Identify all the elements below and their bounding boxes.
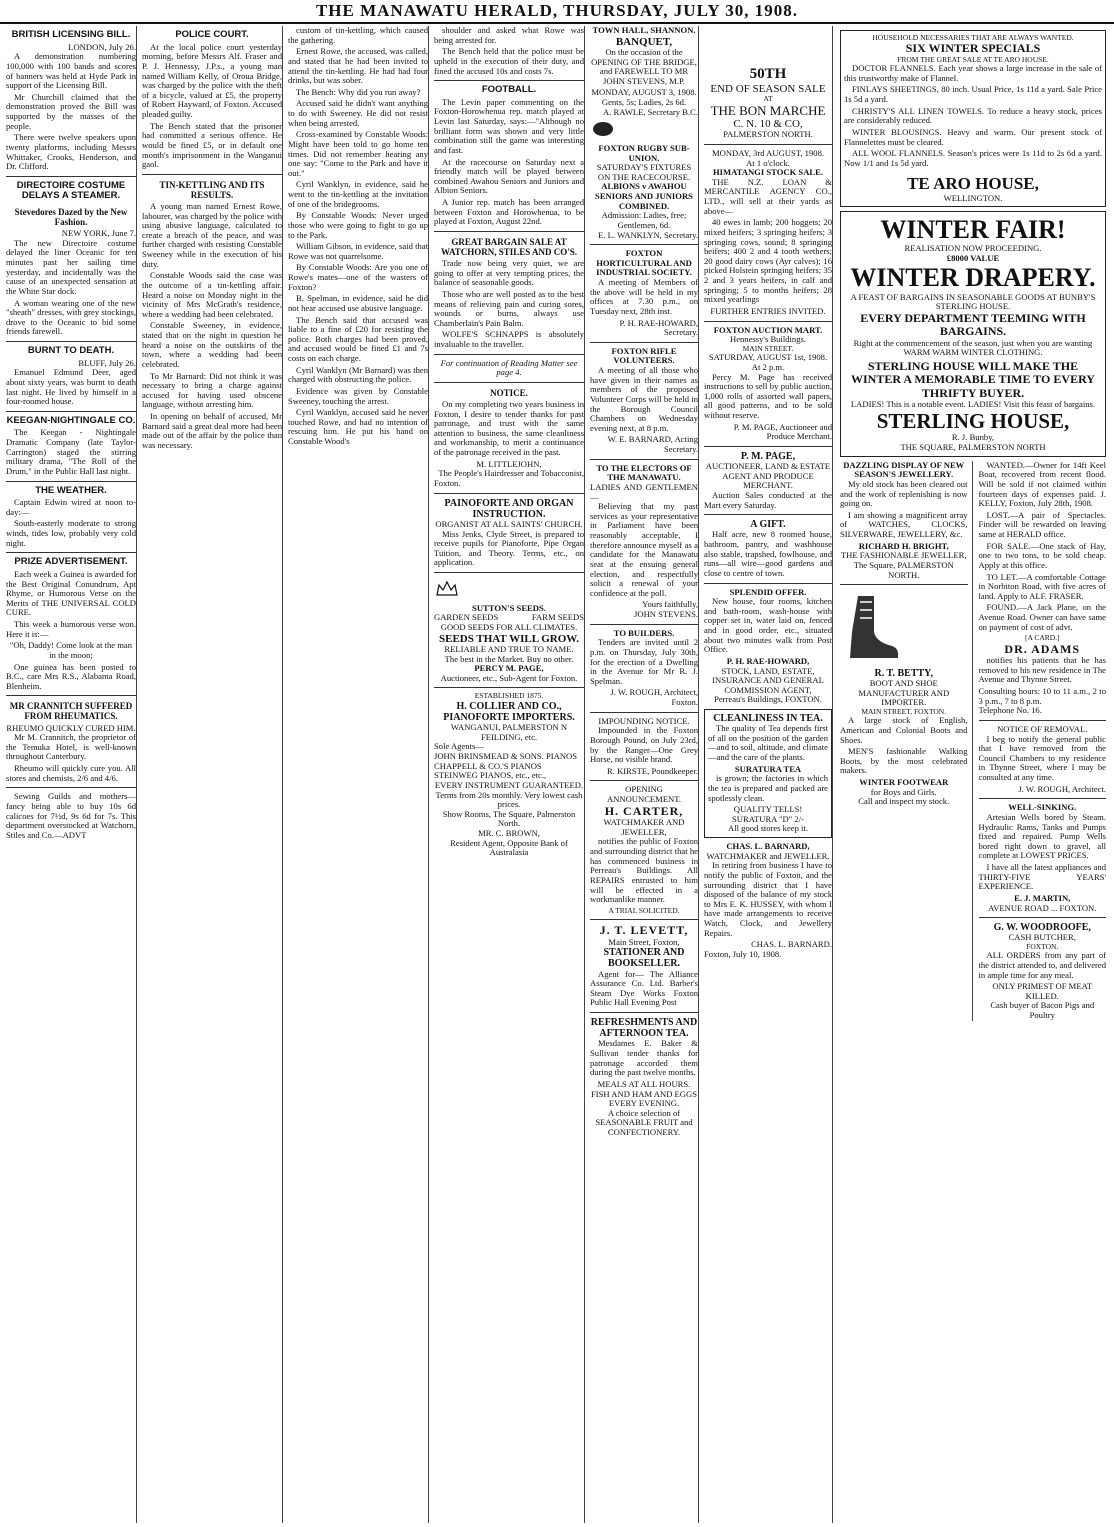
tin-kettling-paragraph: In opening on behalf of accused, Mr Barnard said a great deal more had been made out of the affair by the police than was necessary. xyxy=(142,411,282,450)
balm-paragraph: Those who are well posted as to the best means of relieving pain and curing sores, wounds or burns, always use Chamberlain's Pain Balm. xyxy=(434,288,584,328)
prize-paragraph: This week a humorous verse won. Here it is:— xyxy=(6,619,136,639)
sutton-farm: FARM SEEDS xyxy=(531,612,584,623)
piano-headline: PAINOFORTE AND ORGAN INSTRUCTION. xyxy=(444,497,574,520)
collier-manager-detail: Resident Agent, Opposite Bank of Australasia xyxy=(450,837,568,858)
court-paragraph: Cyril Wanklyn, in evidence, said he went to the tin-kettling at the invitation of one of the bridegrooms. xyxy=(288,179,428,209)
clean-paragraph: The quality of Tea depends first of all on the position of the garden—and to soil, altitude, and climate—and the care of the plants. xyxy=(708,723,828,763)
suratura-price: SURATURA "D" 2/- xyxy=(732,813,804,824)
divider xyxy=(590,342,698,343)
rugby-admission: Admission: Ladies, free; Gentlemen, 6d. xyxy=(601,210,687,230)
divider xyxy=(590,780,698,781)
builders-headline: TO BUILDERS. xyxy=(613,627,675,638)
refreshments-headline: REFRESHMENTS AND AFTERNOON TEA. xyxy=(590,1017,698,1040)
directoire-paragraph: The new Directoire costume delayed the liner Oceanic for ten minutes past her sailing time yesterday, and incidentally was the cause of an unexpected sensation at the White Star dock. xyxy=(6,237,136,296)
banquet-price: Gents, 5s; Ladies, 2s 6d. xyxy=(601,97,687,108)
woodroofe-subhead: CASH BUTCHER, xyxy=(1008,932,1076,943)
column-5 xyxy=(590,26,699,1523)
collier-guarantee: EVERY INSTRUMENT GUARANTEED. xyxy=(434,779,584,790)
bargain-headline: GREAT BARGAIN SALE AT WATCHORN, STILES AND CO'S. xyxy=(440,236,578,257)
keegan-paragraph: The Keegan - Nightingale Dramatic Company (late Taylor-Carrington) staged the stirring military drama, "The Roll of the Drum," in the Public Hall last night. xyxy=(6,427,136,476)
court-paragraph: By Constable Woods: Are you one of Rowe's mates—one of the wasters of Foxton? xyxy=(288,262,428,292)
crannitch-subhead: RHEUMO QUICKLY CURED HIM. xyxy=(6,722,136,733)
sterling-owner: R. J. Bunby, xyxy=(951,432,995,443)
weather-paragraph: South-easterly moderate to strong winds, tides low, probably very cold night. xyxy=(6,518,136,548)
woodroofe-meat: ONLY PRIMEST OF MEAT KILLED. xyxy=(992,981,1093,1001)
divider xyxy=(590,1012,698,1013)
divider xyxy=(6,481,136,482)
licensing-paragraph: Mr Churchill claimed that the demonstration proved the Bill was supported by the masses of the people. xyxy=(6,91,136,131)
court-paragraph: Cyril Wanklyn (Mr Barnard) was then charged with obstructing the police. xyxy=(288,364,428,385)
divider xyxy=(6,176,136,177)
court-paragraph: Evidence was given by Constable Sweeney, touching the arrest. xyxy=(288,385,428,406)
column-3 xyxy=(288,26,429,1523)
page-paragraph: Auction Sales conducted at the Mart every Saturday. xyxy=(704,489,832,510)
betty-name: R. T. BETTY, xyxy=(874,667,933,679)
tin-kettling-paragraph: Constable Woods said the case was the outcome of a tin-kettling affair. Heard a noise on Monday night in the vicinity of Mrs McGrath's residence, where a wedding had been celebrated. xyxy=(142,270,282,319)
divider xyxy=(590,244,698,245)
rifle-headline: FOXTON RIFLE VOLUNTEERS. xyxy=(611,345,677,366)
page-name: P. M. PAGE, xyxy=(740,450,796,462)
fair-every: EVERY DEPARTMENT TEEMING WITH BARGAINS. xyxy=(860,310,1086,339)
licensing-paragraph: There were twelve speakers upon twenty platforms, including Messrs Whittaker, Crooks, Henderson, and Dr. Clifford. xyxy=(6,132,136,172)
clean-headline: CLEANLINESS IN TEA. xyxy=(713,713,823,724)
betty-call: Call and inspect my stock. xyxy=(858,796,950,807)
refreshments-meals: MEALS AT ALL HOURS. xyxy=(597,1078,691,1089)
police-paragraph: The Bench stated that the prisoner had committed a serious offence. He would be fined £5, or in default one month's imprisonment in the Wanganui gaol. xyxy=(142,120,282,170)
bonmarche-anniversary: 50TH xyxy=(749,66,787,82)
divider xyxy=(979,720,1107,721)
horticultural-headline: FOXTON HORTICULTURAL AND INDUSTRIAL SOCIETY. xyxy=(596,248,692,278)
collier-agent-item: STEINWEG PIANOS, etc., etc., xyxy=(434,770,547,781)
collier-agent-item: CHAPPELL & CO.'S PIANOS xyxy=(434,760,542,771)
woodroofe-town: FOXTON. xyxy=(1026,941,1059,951)
winter-fair-ad xyxy=(840,211,1106,457)
mart-signature: P. M. PAGE, Auctioneer and Produce Merchant. xyxy=(733,421,832,442)
divider xyxy=(704,514,832,515)
fair-feast: A FEAST OF BARGAINS IN SEASONABLE GOODS AT BUNBY'S STERLING HOUSE. xyxy=(850,291,1096,312)
sutton-agent-detail: Auctioneer, etc., Sub-Agent for Foxton. xyxy=(440,672,578,683)
royal-crest-icon xyxy=(434,579,460,599)
column-1 xyxy=(6,26,137,1523)
tolet-ad: TO LET.—A comfortable Cottage in Norbiton Road, with five acres of land. Apply to ALF. FRASER. xyxy=(978,571,1106,601)
column-7 xyxy=(840,26,1106,1523)
removal-signature: J. W. ROUGH, Architect. xyxy=(1018,783,1106,794)
adams-name: DR. ADAMS xyxy=(1004,641,1081,656)
sutton-agent: PERCY M. PAGE, xyxy=(474,663,544,674)
sterling-name: STERLING HOUSE, xyxy=(876,408,1070,433)
sutton-line: GOOD SEEDS FOR ALL CLIMATES. xyxy=(440,621,578,632)
woodroofe-name: G. W. WOODROOFE, xyxy=(993,922,1091,934)
martin-address: AVENUE ROAD ... FOXTON. xyxy=(988,902,1097,913)
woodroofe-paragraph: ALL ORDERS from any part of the district attended to, and delivered in ample time for any meal. xyxy=(978,950,1106,980)
fair-drapery: WINTER DRAPERY. xyxy=(850,263,1096,293)
stock-headline: HIMATANGI STOCK SALE. xyxy=(712,167,824,178)
collier-established: ESTABLISHED 1875. xyxy=(474,691,544,701)
prize-paragraph: Each week a Guinea is awarded for the Best Original Conundrum, Apt Rhyme, or Humorous Verse on the Merits of THE UNIVERSAL COLD CURE. xyxy=(6,568,136,618)
betty-winter-sub: for Boys and Girls. xyxy=(870,786,937,797)
electors-signoff: Yours faithfully, xyxy=(642,599,698,610)
court-paragraph: The Bench held that the police must be upheld in the execution of their duty, and fined the accused 10s and costs 7s. xyxy=(434,46,584,76)
suratura-stores: All good stores keep it. xyxy=(728,823,808,834)
adams-hours: Consulting hours: 10 to 11 a.m., 2 to 3 p.m., 7 to 8 p.m. xyxy=(978,686,1106,706)
barnard-signature: CHAS. L. BARNARD. xyxy=(751,939,832,950)
well-paragraph: Artesian Wells bored by Steam. Hydraulic Rams, Tanks and Pumps fixed and repaired. Pump Wells bored right down to gravel, all complete at LOWEST PRICES. xyxy=(978,811,1106,861)
card-label: [A CARD.] xyxy=(1024,633,1060,643)
bonmarche-company: C. N. 10 & CO, xyxy=(733,118,803,131)
suratura-paragraph: is grown; the factories in which the tea is prepared and packed are spotlessly clean. xyxy=(708,773,828,803)
splendid-paragraph: New house, four rooms, kitchen and bath-room, wash-house with copper set in, water laid on, fenced and in good order, etc., situated about two minutes walk from Post Office. xyxy=(704,596,832,655)
horticultural-signature: P. H. RAE-HOWARD, Secretary. xyxy=(619,317,698,338)
court-paragraph: Accused said he didn't want anything to do with Sweeney. He did not resist when being arrested. xyxy=(288,98,428,128)
piano-subhead: ORGANIST AT ALL SAINTS' CHURCH. xyxy=(435,518,583,529)
wanted-ad: WANTED.—Owner for 14ft Keel Boat, recovered from recent flood. Will be sold if not claimed within fourteen days of expenses paid. J. KELLY, Foxton, July 28th, 1908. xyxy=(978,459,1106,509)
te-aro-item: ALL WOOL FLANNELS. Season's prices were 1s 11d to 2s 6d a yard. Now 1/1 and 1s 5d yard. xyxy=(844,148,1102,168)
banquet-paragraph: On the occasion of the OPENING OF THE BRIDGE, and FAREWELL TO MR JOHN STEVENS, M.P. xyxy=(591,46,697,86)
directoire-dateline: NEW YORK, June 7. xyxy=(61,228,136,239)
divider xyxy=(434,382,584,383)
impound-headline: IMPOUNDING NOTICE. xyxy=(598,715,690,726)
licensing-paragraph: A demonstration numbering 100,000 with 100 bands and scores of banners was held at Hyde Park in support of the Licensing Bill. xyxy=(6,51,136,91)
tin-kettling-paragraph: Constable Sweeney, in evidence, stated that on the night in question he heard a noise on the outskirts of the town, where a wedding had been celebrated. xyxy=(142,320,282,369)
football-paragraph: A Junior rep. match has been arranged between Foxton and Horowhenua, to be played at Foxton, August 22nd. xyxy=(434,197,584,227)
te-aro-item: WINTER BLOUSINGS. Heavy and warm. Our present stock of Flannelettes must be cleared. xyxy=(844,126,1102,147)
court-paragraph: Cyril Wanklyn, accused said he never touched Rowe, and had no intention of rescuing him. He put his hand on Constable Wood's xyxy=(288,407,428,446)
prize-signoff: One guinea has been posted to B.C., care Mrs R.S., Alabama Road, Blenheim. xyxy=(6,661,136,691)
divider xyxy=(979,917,1107,918)
column-6 xyxy=(704,26,833,1523)
gift-headline: A GIFT. xyxy=(750,519,786,531)
licensing-dateline: LONDON, July 26. xyxy=(68,41,136,52)
adams-paragraph: notifies his patients that he has removed to his new residence in The Avenue and Thynne Street. xyxy=(978,655,1106,685)
divider xyxy=(6,787,136,788)
collier-rooms: Show Rooms, The Square, Palmerston North. xyxy=(442,808,576,829)
masthead: THE MANAWATU HERALD, THURSDAY, JULY 30, 1908. xyxy=(0,0,1114,24)
raehoward-name: P. H. RAE-HOWARD, xyxy=(726,655,810,666)
impound-signature: R. KIRSTE, Poundkeeper. xyxy=(607,765,698,776)
bargain-paragraph: Trade now being very quiet, we are going to offer at very tempting prices, the balance of seasonable goods. xyxy=(434,258,584,288)
prize-verse: "Oh, Daddy! Come look at the man in the moon; xyxy=(9,640,133,660)
directoire-paragraph: A woman wearing one of the new "sheath" dresses, with grey stockings, drove to the Oceanic to bid some friends farewell. xyxy=(6,297,136,337)
suratura-headline: SURATURA TEA xyxy=(734,763,802,774)
notice-headline: NOTICE. xyxy=(490,387,528,398)
stock-entries: FURTHER ENTRIES INVITED. xyxy=(710,305,826,316)
notice-signature: The People's Hairdresser and Tobacconist, xyxy=(438,468,584,479)
divider xyxy=(590,459,698,460)
rugby-subhead: SATURDAY'S FIXTURES ON THE RACECOURSE. xyxy=(596,162,692,182)
court-paragraph: The Bench said that accused was liable to a fine of £20 for resisting the police. Both charges had been proved, and accused would be fined £1 and 7s costs on each charge. xyxy=(288,314,428,363)
collier-towns: WANGANUI, PALMERSTON N FEILDING, etc. xyxy=(450,722,568,742)
notice-paragraph: On my completing two years business in Foxton, I desire to tender thanks for past patronage, and trust with the same attention to business, the same cleanliness and workmanship, to merit a continuance of the patronage received in the past. xyxy=(434,398,584,458)
mart-date: SATURDAY, AUGUST 1st, 1908. xyxy=(708,352,828,363)
fair-subhead: REALISATION NOW PROCEEDING. xyxy=(904,243,1042,254)
martin-name: E. J. MARTIN, xyxy=(1014,892,1071,903)
impound-paragraph: Impounded in the Foxton Borough Pound, on July 23rd, by the Ranger—One Grey Horse, no visible brand. xyxy=(590,725,698,765)
refreshments-paragraph: Mesdames E. Baker & Sullivan tender thanks for patronage accorded them during the past twelve months. xyxy=(590,1038,698,1078)
bright-name: RICHARD H. BRIGHT, xyxy=(858,540,949,551)
te-aro-six: SIX WINTER SPECIALS xyxy=(905,41,1041,56)
electors-greeting: LADIES AND GENTLEMEN— xyxy=(590,481,698,502)
divider xyxy=(6,411,136,412)
te-aro-name: TE ARO HOUSE, xyxy=(907,174,1039,194)
fair-value: £8000 VALUE xyxy=(946,252,1000,263)
carter-name: H. CARTER, xyxy=(604,803,684,818)
electors-paragraph: Believing that my past services as your representative in Parliament have been reasonably acceptable, I therefore announce myself as a candidate for the Manawatu seat at the ensuing general election, and respectfully solicit a renewal of your confidence at the poll. xyxy=(590,501,698,598)
betty-street: MAIN STREET, FOXTON. xyxy=(861,706,947,716)
burnt-headline: BURNT TO DEATH. xyxy=(27,345,115,357)
sutton-line: The best in the Market. Buy no other. xyxy=(444,653,574,664)
barnard-subhead: WATCHMAKER and JEWELLER. xyxy=(706,850,830,861)
found-ad: FOUND.—A Jack Plane, on the Avenue Road. Owner can have same on payment of cost of advt. xyxy=(978,602,1106,632)
removal-headline: NOTICE OF REMOVAL. xyxy=(997,723,1088,734)
lower-right-ads xyxy=(979,461,1107,1021)
bright-dazzle: DAZZLING DISPLAY OF NEW SEASON'S JEWELLERY. xyxy=(843,459,965,480)
court-paragraph: custom of tin-kettling, which caused the gathering. xyxy=(288,26,428,45)
divider xyxy=(979,798,1107,799)
directoire-subhead: Stevedores Dazed by the New Fashion. xyxy=(14,207,128,228)
divider xyxy=(142,174,282,175)
mart-time: At 2 p.m. xyxy=(751,361,785,372)
rugby-headline: FOXTON RUGBY SUB-UNION. xyxy=(598,142,690,163)
banquet-signature: A. RAWLE, Secretary B.C. xyxy=(602,106,698,117)
rugby-signature: E. L. WANKLYN, Secretary. xyxy=(598,229,698,240)
collier-manager: MR. C. BROWN, xyxy=(478,828,540,839)
sale-ad: FOR SALE.—One stack of Hay, one to two tons, to be sold cheap. Apply at this office. xyxy=(978,540,1106,570)
te-aro-top: HOUSEHOLD NECESSARIES THAT ARE ALWAYS WANTED. xyxy=(872,33,1074,42)
raehoward-address: Perreau's Buildings, FOXTON. xyxy=(714,694,822,705)
sewing-paragraph: Sewing Guilds and mothers—fancy being able to buy 10s 6d calicoes for 7½d, 9s 6d for 7s. This department overstocked at Watchorn, Stiles and Co.—ADVT xyxy=(6,791,136,840)
bright-show: I am showing a magnificent array of WATCHES, CLOCKS, SILVERWARE, JEWELLERY, &c. xyxy=(840,509,968,540)
weather-paragraph: Captain Edwin wired at noon to-day:— xyxy=(6,497,136,517)
woodroofe-cash: Cash buyer of Bacon Pigs and Poultry xyxy=(990,1000,1095,1021)
splendid-headline: SPLENDID OFFER. xyxy=(729,586,807,597)
football-paragraph: The Levin paper commenting on the Foxton-Horowhenua rep. match played at Levin last Saturday, says:—"Although no brilliant form was shown and very little combination still the game was interesting and fast. xyxy=(434,96,584,155)
column-4 xyxy=(434,26,585,1523)
weather-headline: THE WEATHER. xyxy=(35,484,107,496)
fair-paragraph: Right at the commencement of the season, just when you are wanting WARM WARM WINTER CLOTHING. xyxy=(853,337,1093,358)
divider xyxy=(6,552,136,553)
prize-headline: PRIZE ADVERTISEMENT. xyxy=(14,556,128,568)
rifle-paragraph: A meeting of all those who have given in their names as members of the proposed Volunteer Corps will be held in the Borough Council Chambers on Wednesday evening next, at 8 p.m. xyxy=(590,365,698,433)
keegan-headline: KEEGAN-NIGHTINGALE CO. xyxy=(6,414,136,426)
banquet-title: BANQUET, xyxy=(615,35,673,48)
boot-icon xyxy=(840,592,900,662)
horticultural-paragraph: A meeting of Members of the above will be held in my offices at 7.30 p.m., on Tuesday next, 28th inst. xyxy=(590,277,698,316)
removal-paragraph: I beg to notify the general public that I have removed from the Council Chambers to my residence in Thynne Street, where I may be consulted at any time. xyxy=(978,733,1106,782)
divider xyxy=(590,624,698,625)
court-paragraph: B. Spelman, in evidence, said he did not hear accused use abusive language. xyxy=(288,293,428,313)
licensing-headline: BRITISH LICENSING BILL. xyxy=(11,29,131,40)
levett-trade: STATIONER AND BOOKSELLER. xyxy=(603,947,685,970)
sterling-address: THE SQUARE, PALMERSTON NORTH xyxy=(900,442,1046,453)
lost-ad: LOST.—A pair of Spectacles. Finder will be rewarded on leaving same at HERALD office. xyxy=(978,509,1106,540)
bright-paragraph: My old stock has been cleared out and the work of replenishing is now going on. xyxy=(840,478,968,509)
continuation-note: For continuation of Reading Matter see page 4. xyxy=(440,357,578,378)
divider xyxy=(704,446,832,447)
electors-signature: JOHN STEVENS. xyxy=(634,609,698,620)
raehoward-subhead: STOCK, LAND, ESTATE, INSURANCE AND GENERAL COMMISSION AGENT, xyxy=(712,665,824,695)
te-aro-town: WELLINGTON. xyxy=(943,192,1003,203)
sutton-line: SEEDS THAT WILL GROW. xyxy=(438,632,579,645)
electors-headline: TO THE ELECTORS OF THE MANAWATU. xyxy=(596,462,692,483)
police-headline: POLICE COURT. xyxy=(175,29,249,40)
suratura-quality: QUALITY TELLS! xyxy=(733,804,803,815)
stock-time: At 1 o'clock. xyxy=(746,157,790,168)
divider xyxy=(434,231,584,232)
mart-street: MAIN STREET. xyxy=(742,343,794,353)
bonmarche-town: PALMERSTON NORTH. xyxy=(723,129,813,140)
divider xyxy=(434,687,584,688)
divider xyxy=(434,80,584,81)
fair-sterling: STERLING HOUSE WILL MAKE THE WINTER A MEMORABLE TIME TO EVERY THRIFTY BUYER. xyxy=(851,358,1095,400)
stock-date: MONDAY, 3rd AUGUST, 1908. xyxy=(711,147,825,158)
tin-kettling-paragraph: To Mr Barnard: Did not think it was necessary to bring a charge against accused for having used obscene language, without arresting him. xyxy=(142,370,282,410)
tin-kettling-paragraph: A young man named Ernest Rowe, labourer, was charged by the police with using abusive language, calculated to create a breach of the peace, and was further charged with resisting Constable Sweeney while in the execution of his duty. xyxy=(142,200,282,269)
directoire-headline: DIRECTOIRE COSTUME DELAYS A STEAMER. xyxy=(16,179,126,202)
divider xyxy=(434,493,584,494)
bonmarche-at: AT xyxy=(763,94,773,104)
divider xyxy=(434,354,584,355)
notice-signature: M. LITTLEJOHN, xyxy=(476,458,542,469)
police-paragraph: At the local police court yesterday morning, before Messrs Alf. Fraser and P. J. Hennessy, J.P.s., a young man named William Kelly, of Oroua Bridge, was charged by the police with the theft of a bicycle, valued at £5, the property of Robert Hayward, of Foxton. Accused pleaded guilty. xyxy=(142,41,282,119)
divider xyxy=(704,321,832,322)
notice-signature: Foxton. xyxy=(434,477,461,488)
rifle-signature: W. E. BARNARD, Acting Secretary. xyxy=(607,434,698,455)
divider xyxy=(6,695,136,696)
refreshments-fruit: A choice selection of SEASONABLE FRUIT and CONFECTIONERY. xyxy=(595,1107,693,1138)
betty-subhead: BOOT AND SHOE MANUFACTURER AND IMPORTER. xyxy=(858,677,950,708)
court-paragraph: shoulder and asked what Rowe was being arrested for. xyxy=(434,26,584,45)
court-paragraph: By Constable Woods: Never urged those who were going to fight to go up to the Park. xyxy=(288,210,428,240)
divider xyxy=(6,341,136,342)
te-aro-item: DOCTOR FLANNELS. Each year shows a large increase in the sale of this trustworthy make of Flannel. xyxy=(844,63,1102,83)
te-aro-item: CHRISTY'S ALL LINEN TOWELS. To reduce a heavy stock, prices are considerably reduced. xyxy=(844,105,1102,126)
collier-terms: Terms from 20s monthly. Very lowest cash prices. xyxy=(435,789,583,810)
te-aro-item: FINLAYS SHEETINGS, 80 inch. Usual Price, 1s 11d a yard. Sale Price 1s 5d a yard. xyxy=(844,84,1102,105)
football-paragraph: At the racecourse on Saturday next a friendly match will be played between combined Awahou Seniors and Juniors and Albion Seniors. xyxy=(434,156,584,196)
bright-subhead: THE FASHIONABLE JEWELLER, xyxy=(840,550,967,561)
lower-left-ads xyxy=(840,461,973,1021)
spacer xyxy=(704,26,832,66)
sutton-garden: GARDEN SEEDS xyxy=(434,612,499,623)
burnt-dateline: BLUFF, July 26. xyxy=(78,357,136,368)
fair-headline: WINTER FAIR! xyxy=(880,215,1066,245)
betty-winter: WINTER FOOTWEAR xyxy=(859,777,949,787)
schnapps-paragraph: WOLFE'S SCHNAPPS is absolutely invaluable to the traveller. xyxy=(434,329,584,350)
bonmarche-name: THE BON MARCHE xyxy=(710,102,826,118)
barnard-date: Foxton, July 10, 1908. xyxy=(704,948,782,959)
builders-paragraph: Tenders are invited until 2 p.m. on Thursday, July 30th, for the erection of a Dwelling in the Avenue for Mr R. J. Spelman. xyxy=(590,637,698,686)
hall-headline: TOWN HALL, SHANNON. xyxy=(592,26,696,35)
banquet-date: MONDAY, AUGUST 3, 1908. xyxy=(591,87,697,98)
sutton-name: SUTTON'S SEEDS. xyxy=(472,602,546,613)
collier-agents: Sole Agents— xyxy=(434,741,484,752)
betty-men: MEN'S fashionable Walking Boots, by the most celebrated makers. xyxy=(840,746,968,776)
well-experience: I have all the latest appliances and THIRTY-FIVE YEARS' EXPERIENCE. xyxy=(978,862,1106,892)
carter-trial: A TRIAL SOLICITED. xyxy=(608,905,680,915)
column-2 xyxy=(142,26,283,1523)
burnt-paragraph: Emanuel Edmund Deer, aged about sixty years, was burnt to death last night. He lived by himself in a four-roomed house. xyxy=(6,367,136,407)
divider xyxy=(840,584,968,585)
court-paragraph: Ernest Rowe, the accused, was called, and stated that he had been invited to attend the tin-kettling. He had had four drinks, but was sober. xyxy=(288,46,428,86)
court-paragraph: William Gibson, in evidence, said that Rowe was not quarrelsome. xyxy=(288,241,428,261)
barnard-paragraph: In retiring from business I have to notify the public of Foxton, and the surrounding district that I have disposed of the balance of my stock to Mrs E. K. HUSSEY, with whom I have made arrangements to receive Watch, Clock, and Jewellery Repairs. xyxy=(704,860,832,938)
football-headline: FOOTBALL. xyxy=(481,84,537,96)
levett-name: J. T. LEVETT, xyxy=(599,923,689,938)
tin-kettling-headline: TIN-KETTLING AND ITS RESULTS. xyxy=(159,179,265,200)
divider xyxy=(590,712,698,713)
bright-address: The Square, PALMERSTON NORTH. xyxy=(853,559,954,580)
carter-paragraph: notifies the public of Foxton and surrounding district that he has commenced business in Perreau's Buildings. All REPAIRS entrusted to him will be effected in a workmanlike manner. xyxy=(590,836,698,905)
divider xyxy=(704,583,832,584)
divider xyxy=(590,919,698,920)
adams-telephone: Telephone No. 16. xyxy=(978,705,1042,716)
gift-paragraph: Half acre, new 8 roomed house, bathroom, pantry, and washhouse also stable, trapshed, fowlhouse, and runs—all wire—good gardens and close to centre of town. xyxy=(704,529,832,578)
mart-headline: FOXTON AUCTION MART. xyxy=(713,324,823,335)
te-aro-from: FROM THE GREAT SALE AT TE ARO HOUSE. xyxy=(897,54,1049,64)
crannitch-paragraph: Mr M. Crannitch, the proprietor of the Temuka Hotel, is well-known throughout Canterbury. xyxy=(6,732,136,762)
stock-paragraph: THE N.Z. LOAN & MERCANTILE AGENCY CO., LTD., will sell at their yards as above— xyxy=(704,176,832,216)
page-subhead: AUCTIONEER, LAND & ESTATE AGENT AND PRODUCE MERCHANT. xyxy=(705,461,831,491)
sutton-line: RELIABLE AND TRUE TO NAME. xyxy=(444,643,574,654)
rugby-match: ALBIONS v AWAHOU SENIORS AND JUNIORS COMBINED. xyxy=(595,181,693,211)
fair-ladies: LADIES! This is a notable event. LADIES! Visit this feast of bargains. xyxy=(850,399,1096,410)
rugby-ball-icon xyxy=(590,119,616,139)
divider xyxy=(434,572,584,573)
court-paragraph: Cross-examined by Constable Woods: Might have been told to go home ten times. Did not remember hearing any one say: "Come to the Park and have it out." xyxy=(288,129,428,178)
well-headline: WELL-SINKING. xyxy=(1008,802,1077,813)
crannitch-headline: MR CRANNITCH SUFFERED FROM RHEUMATICS. xyxy=(9,701,133,722)
bonmarche-title: END OF SEASON SALE xyxy=(710,82,826,95)
court-paragraph: The Bench: Why did you run away? xyxy=(296,86,421,97)
builders-signature: J. W. ROUGH, Architect, Foxton. xyxy=(610,687,698,708)
divider xyxy=(704,144,832,145)
mart-subhead: Hennessy's Buildings. xyxy=(729,334,807,345)
suratura-ad xyxy=(704,709,832,838)
stock-items: 40 ewes in lamb; 200 hoggets; 20 mixed heifers; 3 springing heifers; 3 springing cows, sound; 8 springing heifers; 400 2 and 4 tooth wethers; 20 good dairy cows (Ayr calves); 16 picked Holstein springing heifers; 35 2 and 3 years heifers, in calf and springing; 5 to months heifers; 28 mixed yearlings xyxy=(704,217,832,305)
collier-agent-item: JOHN BRINSMEAD & SONS. PIANOS xyxy=(434,751,578,762)
crannitch-paragraph: Rheumo will quickly cure you. All stores and chemists, 2/6 and 4/6. xyxy=(6,763,136,783)
te-aro-ad xyxy=(840,30,1106,207)
mart-paragraph: Percy M. Page has received instructions to sell by public auction, 1,000 rolls of assorted wall papers, all good patterns, and to be sold without reserve. xyxy=(704,371,832,420)
refreshments-fish: FISH AND HAM AND EGGS EVERY EVENING. xyxy=(590,1088,697,1109)
betty-paragraph: A large stock of English, American and Colonial Boots and Shoes. xyxy=(840,715,968,745)
lower-ads xyxy=(840,461,1106,1021)
carter-subhead: WATCHMAKER AND JEWELLER, xyxy=(603,817,685,837)
collier-name: H. COLLIER AND CO., PIANOFORTE IMPORTERS. xyxy=(443,700,575,723)
barnard-name: CHAS. L. BARNARD, xyxy=(726,841,810,852)
levett-address: Main Street, Foxton, xyxy=(608,936,680,947)
piano-paragraph: Miss Jenks, Clyde Street, is prepared to receive pupils for Pianoforte, Pipe Organ Tuition, and Theory. Terms, etc., on application. xyxy=(434,528,584,568)
levett-agencies: Agent for— The Alliance Assurance Co. Ltd. Barber's Steam Dye Works Foxton Public Hall Evening Post xyxy=(590,968,698,1008)
opening-headline: OPENING ANNOUNCEMENT. xyxy=(606,784,682,805)
